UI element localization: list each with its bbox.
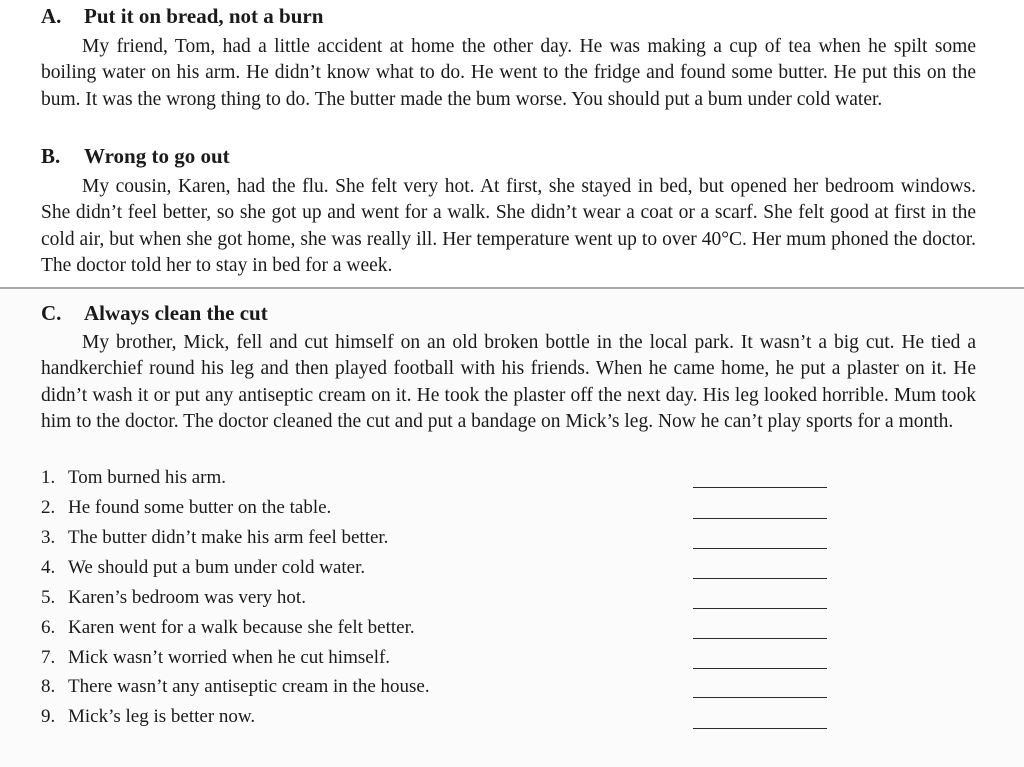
section-c-letter: C. — [41, 301, 62, 325]
section-a-paragraph: My friend, Tom, had a little accident at home the other day. He was making a cup of tea when he spilt some boiling water on his arm. He didn’t know what to do. He went to the fridge and found some butter. He put this on the bum. It was the wrong thing to do. The butter made the bum worse. You should put a bum under cold water. — [41, 36, 976, 110]
question-item — [41, 587, 306, 609]
question-number: 4. — [41, 557, 56, 578]
answer-blank-2[interactable] — [693, 518, 827, 519]
question-text: Mick wasn’t worried when he cut himself. — [68, 647, 391, 668]
question-item — [41, 557, 365, 579]
answer-blank-3[interactable] — [693, 548, 827, 549]
question-item — [41, 706, 255, 728]
question-item — [41, 617, 415, 639]
question-number: 5. — [41, 587, 56, 608]
question-text: Karen’s bedroom was very hot. — [68, 587, 306, 608]
answer-blank-9[interactable] — [693, 728, 827, 729]
answer-blank-1[interactable] — [693, 487, 827, 488]
question-number: 6. — [41, 617, 56, 638]
question-text: Mick’s leg is better now. — [68, 706, 256, 727]
answer-blank-8[interactable] — [693, 697, 827, 698]
question-number: 1. — [41, 467, 56, 488]
question-text: We should put a bum under cold water. — [68, 557, 366, 578]
section-a-title: Put it on bread, not a burn — [84, 4, 324, 28]
question-item — [41, 647, 390, 669]
answer-blank-5[interactable] — [693, 608, 827, 609]
section-b-letter: B. — [41, 144, 61, 168]
question-item — [41, 527, 388, 549]
question-text: There wasn’t any antiseptic cream in the house. — [68, 676, 430, 697]
answer-blank-6[interactable] — [693, 638, 827, 639]
section-b-heading — [41, 144, 230, 168]
question-item — [41, 467, 226, 489]
section-b-paragraph: My cousin, Karen, had the flu. She felt very hot. At first, she stayed in bed, but opened her bedroom windows. She didn’t feel better, so she got up and went for a walk. She didn’t wear a coat or a scarf. She felt good at first in the cold air, but when she got home, she was really ill. Her temperature went up to over 40°C. Her mum phoned the doctor. The doctor told her to stay in bed for a week. — [41, 176, 976, 276]
answer-blank-4[interactable] — [693, 578, 827, 579]
question-text: The butter didn’t make his arm feel better. — [68, 527, 389, 548]
section-c-paragraph: My brother, Mick, fell and cut himself on an old broken bottle in the local park. It wasn’t a big cut. He tied a handkerchief round his leg and then played football with his friends. When he came home, he put a plaster on it. He didn’t wash it or put any antiseptic cream on it. He took the plaster off the next day. His leg looked horrible. Mum took him to the doctor. The doctor cleaned the cut and put a bandage on Mick’s leg. Now he can’t play sports for a month. — [41, 332, 976, 432]
section-a-letter: A. — [41, 4, 62, 28]
section-c-heading — [41, 301, 268, 325]
question-text: Tom burned his arm. — [68, 467, 227, 488]
question-text: Karen went for a walk because she felt better. — [68, 617, 415, 638]
question-number: 8. — [41, 676, 56, 697]
section-b-title: Wrong to go out — [84, 144, 230, 168]
question-number: 7. — [41, 647, 56, 668]
page-divider — [0, 287, 1024, 289]
section-a-heading — [41, 4, 323, 28]
question-item — [41, 497, 331, 519]
question-text: He found some butter on the table. — [68, 497, 332, 518]
question-number: 3. — [41, 527, 56, 548]
question-number: 9. — [41, 706, 56, 727]
answer-blank-7[interactable] — [693, 668, 827, 669]
question-number: 2. — [41, 497, 56, 518]
section-c-title: Always clean the cut — [84, 301, 268, 325]
question-item — [41, 676, 430, 698]
